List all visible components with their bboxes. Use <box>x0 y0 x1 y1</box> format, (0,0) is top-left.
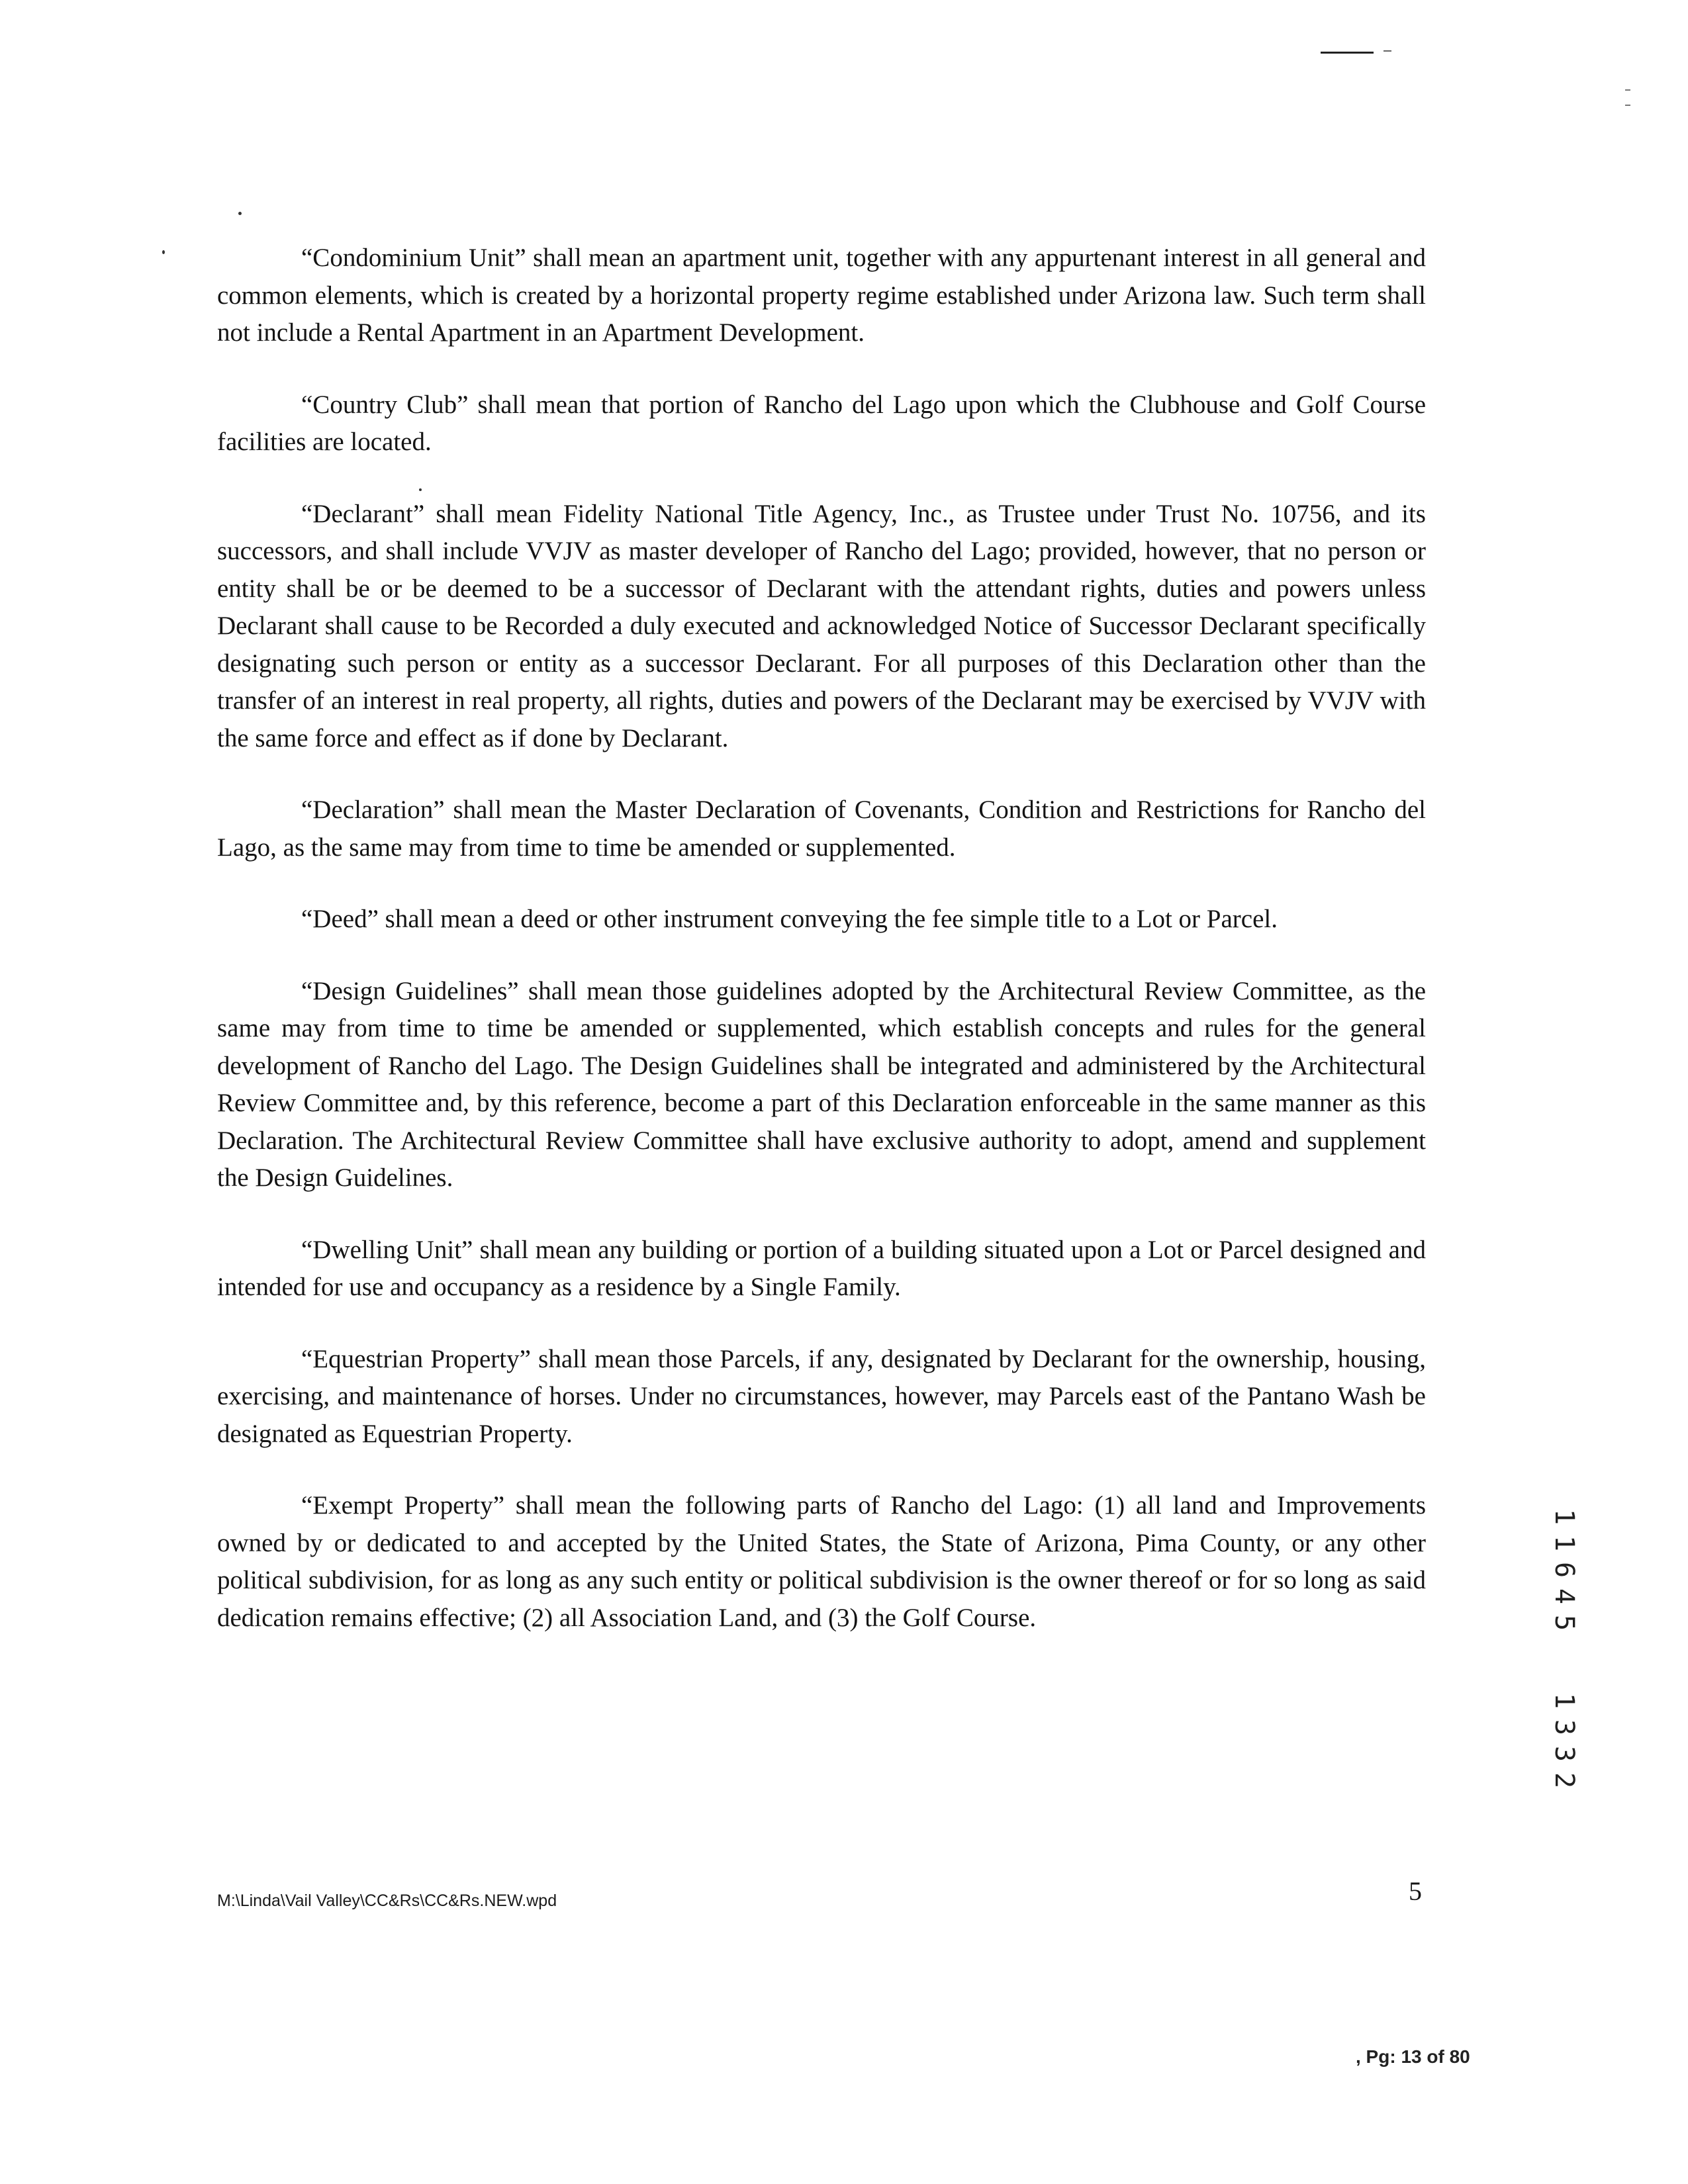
definition-declaration: “Declaration” shall mean the Master Declaration of Covenants, Condition and Restrictions for Rancho del Lago, as the same may from time to time be amended or supplemented. <box>217 796 1426 862</box>
recording-stamp-page <box>1549 1688 1579 1794</box>
stray-mark <box>238 212 242 215</box>
page-number: 5 <box>1409 1876 1422 1906</box>
document-body <box>217 240 1426 1671</box>
top-rule-line <box>1321 52 1374 54</box>
recording-stamp-digit: 1 <box>1549 1508 1579 1525</box>
definition-condominium-unit: “Condominium Unit” shall mean an apartment unit, together with any appurtenant interest in all general and common elements, which is created by a horizontal property regime established under Arizona law. Such term shall not include a Rental Apartment in an Apartment Development. <box>217 244 1426 347</box>
recording-stamp-digit: 3 <box>1549 1719 1579 1736</box>
top-rule-dash <box>1383 50 1391 52</box>
recording-stamp-digit: 5 <box>1549 1614 1579 1631</box>
recording-stamp <box>1548 1504 1581 1794</box>
recording-stamp-digit: 1 <box>1549 1692 1579 1709</box>
recording-stamp-digit: 4 <box>1549 1588 1579 1605</box>
definition-country-club: “Country Club” shall mean that portion of Rancho del Lago upon which the Clubhouse and Golf Course facilities are located. <box>217 390 1426 456</box>
definition-declarant: “Declarant” shall mean Fidelity National Title Agency, Inc., as Trustee under Trust No. 10756, and its successors, and shall include VVJV as master developer of Rancho del Lago; provided, however, that no person or entity shall be or be deemed to be a successor of Declarant with the attendant rights, duties and powers unless Declarant shall cause to be Recorded a duly executed and acknowledged Notice of Successor Declarant specifically designating such person or entity as a successor Declarant. For all purposes of this Declaration other than the transfer of an interest in real property, all rights, duties and powers of the Declarant may be exercised by VVJV with the same force and effect as if done by Declarant. <box>217 499 1426 752</box>
recording-stamp-digit: 1 <box>1549 1535 1579 1552</box>
recording-stamp-book <box>1549 1504 1579 1636</box>
footer-file-path: M:\Linda\Vail Valley\CC&Rs\CC&Rs.NEW.wpd <box>217 1891 557 1910</box>
recording-stamp-digit: 3 <box>1549 1745 1579 1762</box>
definition-deed: “Deed” shall mean a deed or other instrument conveying the fee simple title to a Lot or Parcel. <box>301 905 1278 933</box>
recording-stamp-digit: 6 <box>1549 1561 1579 1578</box>
definition-equestrian-property: “Equestrian Property” shall mean those Parcels, if any, designated by Declarant for the ownership, housing, exercising, and maintenance of horses. Under no circumstances, however, may Parcels east of the Pantano Wash be designated as Equestrian Property. <box>217 1344 1426 1448</box>
definition-dwelling-unit: “Dwelling Unit” shall mean any building or portion of a building situated upon a Lot or Parcel designed and intended for use and occupancy as a residence by a Single Family. <box>217 1235 1426 1301</box>
page-counter: , Pg: 13 of 80 <box>1356 2046 1470 2067</box>
definition-exempt-property: “Exempt Property” shall mean the following parts of Rancho del Lago: (1) all land and Improvements owned by or dedicated to and accepted by the United States, the State of Arizona, Pima County, or any other political subdivision, for as long as any such entity or political subdivision is the owner thereof or for so long as said dedication remains effective; (2) all Association Land, and (3) the Golf Course. <box>217 1491 1426 1632</box>
margin-tick <box>1625 89 1630 91</box>
recording-stamp-digit: 2 <box>1549 1772 1579 1789</box>
stray-mark <box>162 250 165 254</box>
definition-design-guidelines: “Design Guidelines” shall mean those guidelines adopted by the Architectural Review Committee, as the same may from time to time be amended or supplemented, which establish concepts and rules for the general development of Rancho del Lago. The Design Guidelines shall be integrated and administered by the Architectural Review Committee and, by this reference, become a part of this Declaration enforceable in the same manner as this Declaration. The Architectural Review Committee shall have exclusive authority to adopt, amend and supplement the Design Guidelines. <box>217 976 1426 1192</box>
margin-tick <box>1625 105 1630 106</box>
